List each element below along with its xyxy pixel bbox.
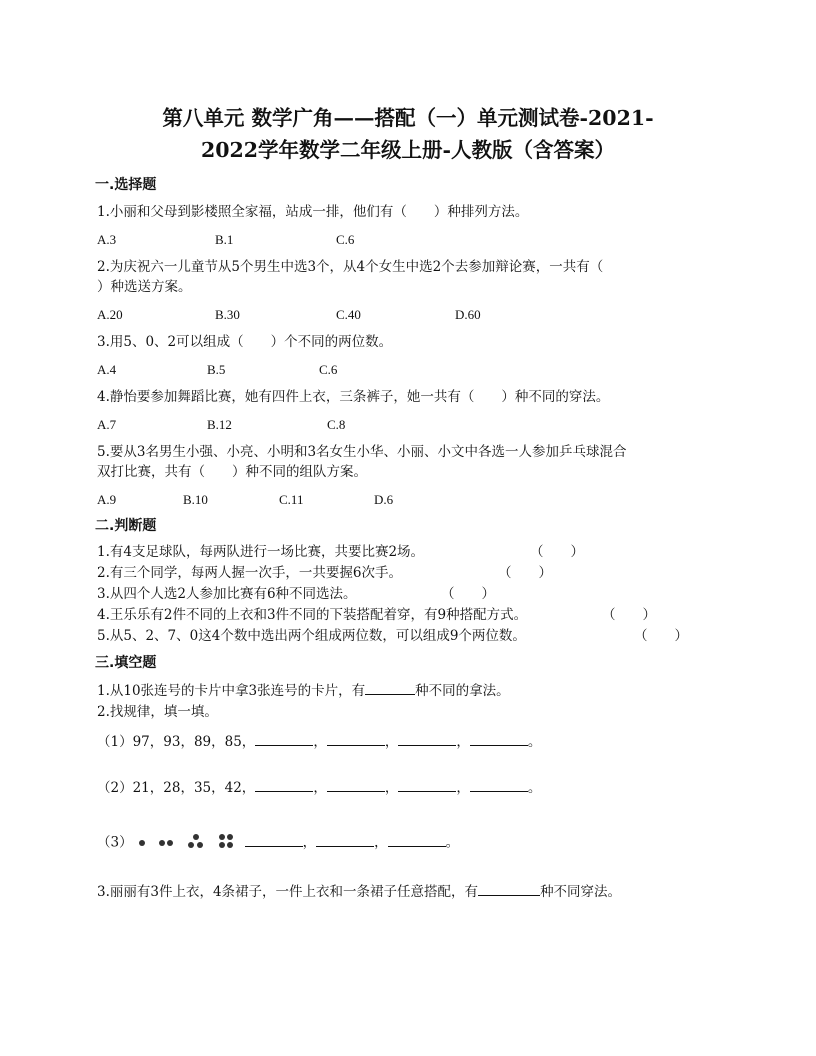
- choice-question-2-line-2: ）种选送方案。: [97, 279, 192, 295]
- fill-question-1: [97, 681, 510, 700]
- fill-q2-row-1-end: 。: [527, 734, 542, 750]
- choice-question-2-line-1: 2.为庆祝六一儿童节从5个男生中选3个，从4个女生中选2个去参加辩论赛，一共有（: [97, 259, 604, 275]
- fill-q2-row-2-sep-2: ，: [384, 780, 399, 796]
- judge-item-3-paren: （ ）: [441, 586, 495, 602]
- choice-question-5-line-2: 双打比赛，共有（ ）种不同的组队方案。: [97, 464, 367, 480]
- dot-pattern-2-dot-a: [159, 840, 165, 846]
- dot-pattern-3-dot-c: [197, 842, 203, 848]
- fill-q2-row-3-sep-2: ，: [374, 834, 388, 851]
- fill-q2-row-3-end: 。: [445, 834, 460, 851]
- section-heading-judge: 二.判断题: [95, 518, 157, 534]
- choice-q5-option-d: D.6: [374, 492, 394, 507]
- choice-q2-option-c: C.40: [336, 307, 361, 322]
- choice-q2-option-d: D.60: [455, 307, 481, 322]
- section-heading-choice: 一.选择题: [95, 177, 157, 193]
- choice-q3-option-b: B.5: [207, 362, 226, 377]
- choice-q2-option-a: A.20: [97, 307, 123, 322]
- fill-q2-row-3-prefix: （3）: [97, 834, 133, 851]
- choice-q4-option-a: A.7: [97, 417, 117, 432]
- judge-item-5-paren: （ ）: [634, 628, 688, 644]
- fill-q2-row-2: [97, 778, 541, 797]
- judge-item-5: 5.从5、2、7、0这4个数中选出两个组成两位数，可以组成9个两位数。: [97, 628, 526, 644]
- fill-q2-row-3-sep-1: ，: [302, 834, 317, 851]
- fill-q1-text-before: 1.从10张连号的卡片中拿3张连号的卡片，有: [97, 683, 366, 699]
- dot-pattern-figure: [133, 832, 245, 854]
- fill-q2-row-2-blank-1[interactable]: [255, 778, 313, 792]
- fill-q2-row-1-blank-4[interactable]: [470, 732, 528, 746]
- section-heading-fill: 三.填空题: [95, 655, 157, 671]
- judge-item-4-paren: （ ）: [602, 607, 656, 623]
- dot-pattern-4-dot-c: [219, 842, 225, 848]
- fill-q2-row-2-prefix: （2）21，28，35，42，: [97, 780, 256, 796]
- choice-q3-option-c: C.6: [319, 362, 338, 377]
- fill-q2-row-3-blank-2[interactable]: [316, 833, 374, 847]
- page-title-line-1: 第八单元 数学广角——搭配（一）单元测试卷-2021-: [162, 106, 654, 130]
- judge-item-2: 2.有三个同学，每两人握一次手，一共要握6次手。: [97, 565, 402, 581]
- choice-question-5-line-1: 5.要从3名男生小强、小亮、小明和3名女生小华、小丽、小文中各选一人参加乒乓球混合: [97, 444, 627, 460]
- choice-q2-option-b: B.30: [215, 307, 240, 322]
- choice-question-1: 1.小丽和父母到影楼照全家福，站成一排，他们有（ ）种排列方法。: [97, 204, 529, 220]
- fill-q3-text-after: 种不同穿法。: [540, 884, 622, 900]
- dot-pattern-4-dot-b: [227, 834, 233, 840]
- choice-q1-option-a: A.3: [97, 232, 117, 247]
- fill-q1-blank[interactable]: [365, 681, 415, 695]
- fill-q2-row-1-sep-2: ，: [384, 734, 399, 750]
- fill-q2-row-1-sep-1: ，: [313, 734, 327, 750]
- fill-q2-row-1: [97, 732, 541, 751]
- judge-item-4: 4.王乐乐有2件不同的上衣和3件不同的下装搭配着穿，有9种搭配方式。: [97, 607, 528, 623]
- fill-q2-row-3-blank-1[interactable]: [245, 833, 303, 847]
- fill-q3-blank[interactable]: [478, 882, 540, 896]
- choice-q1-option-c: C.6: [336, 232, 355, 247]
- choice-q5-option-c: C.11: [279, 492, 304, 507]
- choice-q3-option-a: A.4: [97, 362, 117, 377]
- judge-item-1-paren: （ ）: [530, 544, 584, 560]
- fill-question-3: [97, 882, 621, 901]
- fill-q2-row-1-prefix: （1）97，93，89，85，: [97, 734, 256, 750]
- fill-q2-row-1-blank-1[interactable]: [255, 732, 313, 746]
- choice-q4-option-b: B.12: [207, 417, 232, 432]
- choice-q1-option-b: B.1: [215, 232, 234, 247]
- fill-q2-row-2-sep-3: ，: [456, 780, 470, 796]
- dot-pattern-3-dot-b: [188, 842, 194, 848]
- choice-question-4: 4.静怡要参加舞蹈比赛，她有四件上衣，三条裤子，她一共有（ ）种不同的穿法。: [97, 389, 610, 405]
- fill-q2-row-3-blank-3[interactable]: [388, 833, 446, 847]
- dot-pattern-3-dot-a: [193, 834, 199, 840]
- choice-q5-option-b: B.10: [183, 492, 208, 507]
- judge-item-3: 3.从四个人选2人参加比赛有6种不同选法。: [97, 586, 357, 602]
- dot-pattern-1-dot: [139, 840, 145, 846]
- judge-item-1: 1.有4支足球队，每两队进行一场比赛，共要比赛2场。: [97, 544, 425, 560]
- fill-q1-text-after: 种不同的拿法。: [415, 683, 510, 699]
- fill-q2-row-2-end: 。: [527, 780, 542, 796]
- fill-q2-row-2-blank-3[interactable]: [398, 778, 456, 792]
- choice-question-3: 3.用5、0、2可以组成（ ）个不同的两位数。: [97, 334, 393, 350]
- dot-pattern-2-dot-b: [167, 840, 173, 846]
- fill-q3-text-before: 3.丽丽有3件上衣，4条裙子，一件上衣和一条裙子任意搭配，有: [97, 884, 479, 900]
- fill-q2-row-1-sep-3: ，: [456, 734, 470, 750]
- fill-q2-row-2-blank-2[interactable]: [327, 778, 385, 792]
- judge-item-2-paren: （ ）: [498, 565, 552, 581]
- fill-question-2: 2.找规律，填一填。: [97, 704, 218, 720]
- fill-q2-row-2-blank-4[interactable]: [470, 778, 528, 792]
- fill-q2-row-2-sep-1: ，: [313, 780, 327, 796]
- fill-q2-row-1-blank-3[interactable]: [398, 732, 456, 746]
- dot-pattern-4-dot-d: [227, 842, 233, 848]
- choice-q5-option-a: A.9: [97, 492, 117, 507]
- fill-q2-row-1-blank-2[interactable]: [327, 732, 385, 746]
- dot-pattern-4-dot-a: [219, 834, 225, 840]
- page-title-line-2: 2022学年数学二年级上册-人教版（含答案）: [200, 138, 616, 162]
- choice-q4-option-c: C.8: [327, 417, 346, 432]
- fill-q2-row-3: [97, 832, 459, 854]
